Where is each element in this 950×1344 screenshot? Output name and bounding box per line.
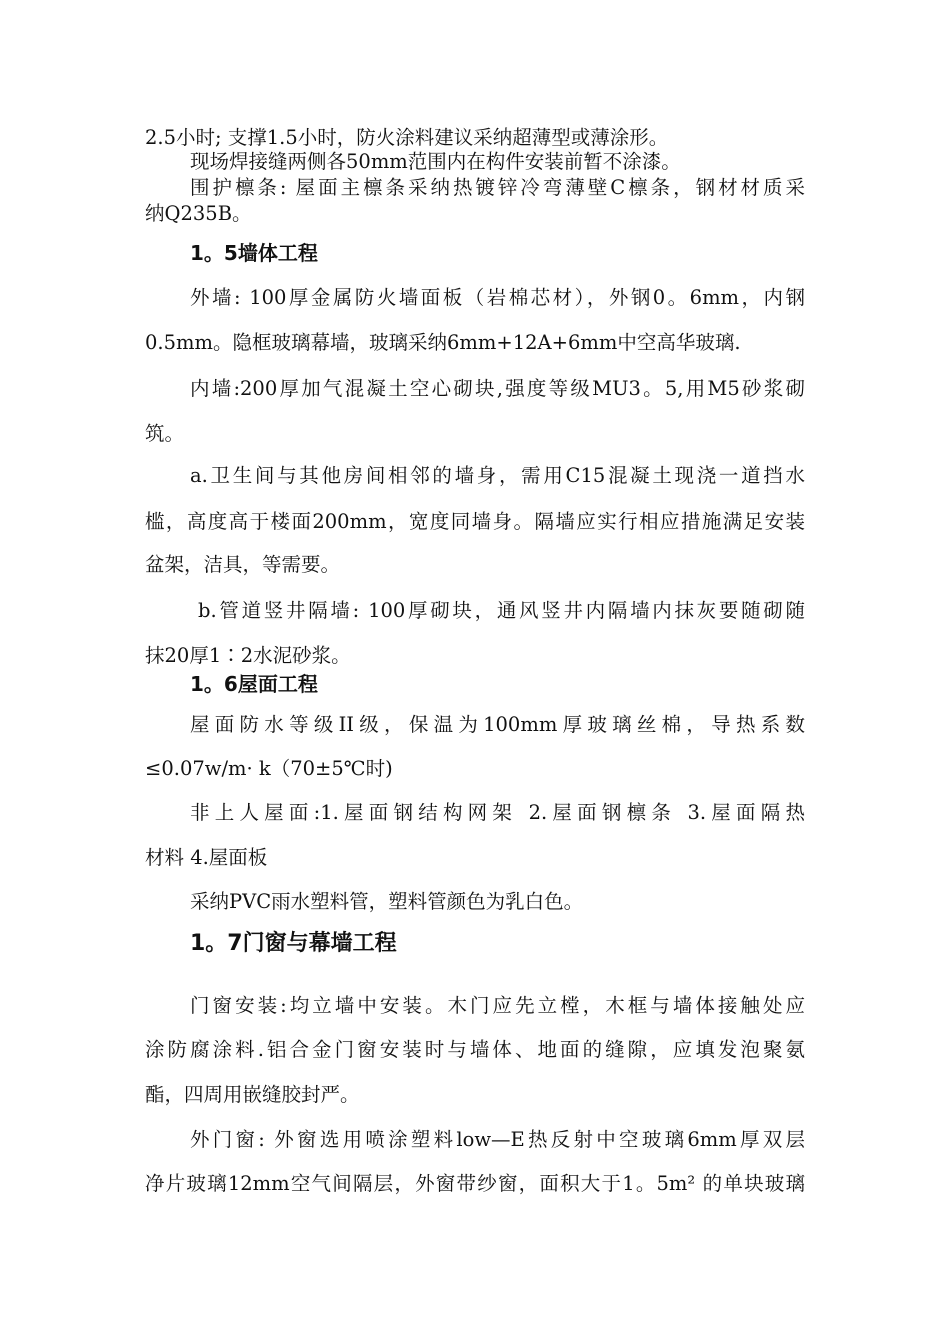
section-heading: 1。7门窗与幕墙工程 [190,931,397,956]
paragraph-line: 外门窗: 外窗选用喷涂塑料low—E热反射中空玻璃6mm厚双层 [190,1128,805,1151]
paragraph-line: 非上人屋面:1.屋面钢结构网架 2.屋面钢檩条 3.屋面隔热 [190,801,805,824]
paragraph-line: 纳Q235B。 [145,202,252,225]
paragraph-line: 材料 4.屋面板 [145,846,268,869]
paragraph-line: 酯，四周用嵌缝胶封严。 [145,1083,360,1106]
paragraph-line: 盆架，洁具，等需要。 [145,553,341,576]
paragraph-line: 抹20厚1∶2水泥砂浆。 [145,644,351,667]
paragraph-line: 槛，高度高于楼面200mm，宽度同墙身。隔墙应实行相应措施满足安装 [145,510,805,533]
paragraph-line: 门窗安装:均立墙中安装。木门应先立樘，木框与墙体接触处应 [190,994,805,1017]
section-heading: 1。6屋面工程 [190,672,318,696]
paragraph-line: 现场焊接缝两侧各50mm范围内在构件安装前暂不涂漆。 [190,150,681,173]
paragraph-line: a.卫生间与其他房间相邻的墙身，需用C15混凝土现浇一道挡水 [190,464,805,487]
paragraph-line: 0.5mm。隐框玻璃幕墙，玻璃采纳6mm+12A+6mm中空高华玻璃. [145,331,741,354]
paragraph-line: 内墙:200厚加气混凝土空心砌块,强度等级MU3。5,用M5砂浆砌 [190,377,805,400]
paragraph-line: 采纳PVC雨水塑料管，塑料管颜色为乳白色。 [190,890,584,913]
paragraph-line: 外墙: 100厚金属防火墙面板（岩棉芯材），外钢0。6mm，内钢 [190,286,805,309]
paragraph-line: 围护檩条: 屋面主檩条采纳热镀锌冷弯薄壁C檩条，钢材材质采 [190,176,805,199]
paragraph-line: 涂防腐涂料.铝合金门窗安装时与墙体、地面的缝隙，应填发泡聚氨 [145,1038,805,1061]
paragraph-line: 筑。 [145,422,185,445]
paragraph-line: ≤0.07w/m· k（70±5℃时) [145,757,393,780]
paragraph-line: 2.5小时; 支撑1.5小时，防火涂料建议采纳超薄型或薄涂形。 [145,126,669,149]
paragraph-line: 净片玻璃12mm空气间隔层，外窗带纱窗，面积大于1。5m² 的单块玻璃 [145,1172,805,1195]
paragraph-line: 屋面防水等级II级，保温为100mm厚玻璃丝棉，导热系数 [190,713,805,736]
section-heading: 1。5墙体工程 [190,241,318,265]
paragraph-line: b.管道竖井隔墙: 100厚砌块，通风竖井内隔墙内抹灰要随砌随 [198,599,805,622]
